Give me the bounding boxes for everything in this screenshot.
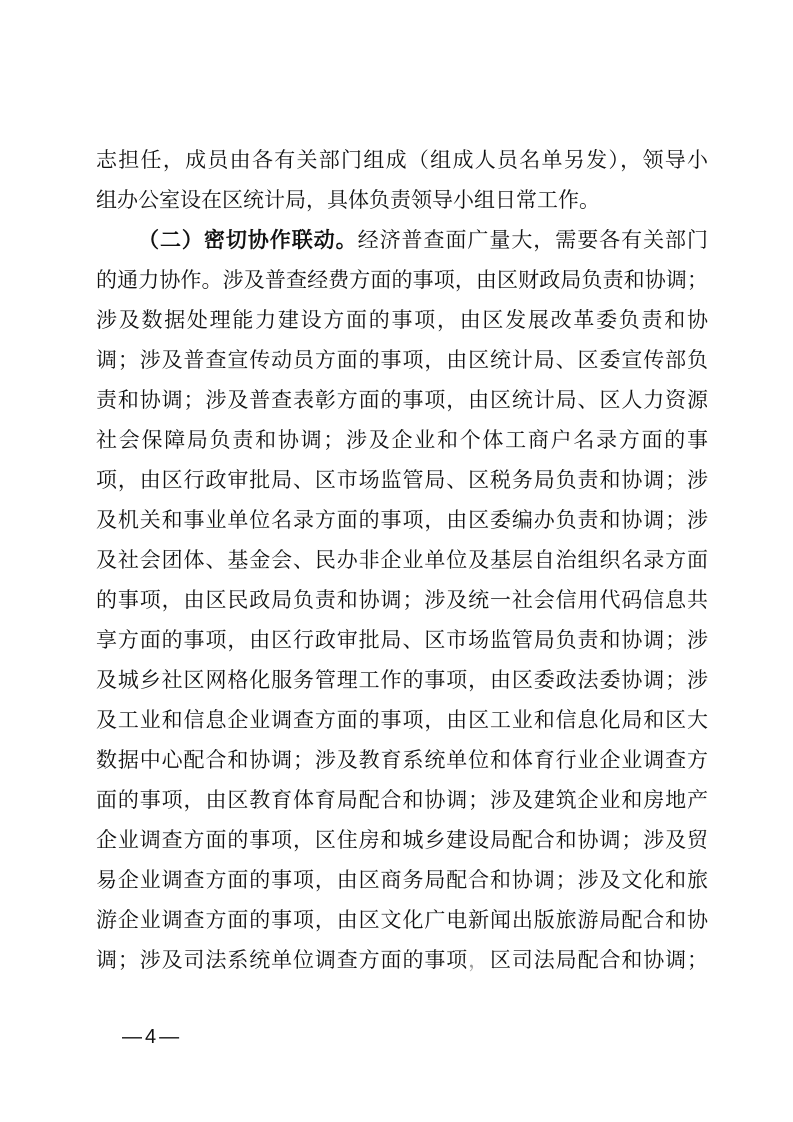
text-segment-faded: ， xyxy=(468,949,491,972)
text-segment: 涉及数据处理能力建设方面的事项，由区发展改革委负责和协 xyxy=(96,309,708,332)
text-segment: 享方面的事项，由区行政审批局、区市场监管局负责和协调；涉 xyxy=(96,629,708,652)
text-line xyxy=(96,701,708,741)
text-segment: 的通力协作。涉及普查经费方面的事项，由区财政局负责和协调； xyxy=(96,269,708,292)
text-segment: 经济普查面广量大，需要各有关部门 xyxy=(357,229,709,252)
text-line xyxy=(96,821,708,861)
text-line xyxy=(96,741,708,781)
document-body xyxy=(96,141,708,981)
text-line xyxy=(96,661,708,701)
text-line xyxy=(96,461,708,501)
text-line xyxy=(96,381,708,421)
text-line xyxy=(96,501,708,541)
text-segment: 的事项，由区民政局负责和协调；涉及统一社会信用代码信息共 xyxy=(96,589,708,612)
text-segment: 调；涉及普查宣传动员方面的事项，由区统计局、区委宣传部负 xyxy=(96,349,708,372)
text-line xyxy=(96,141,708,181)
text-segment: 社会保障局负责和协调；涉及企业和个体工商户名录方面的事 xyxy=(96,429,708,452)
text-segment: 易企业调查方面的事项，由区商务局配合和协调；涉及文化和旅 xyxy=(96,869,708,892)
text-segment: 面的事项，由区教育体育局配合和协调；涉及建筑企业和房地产 xyxy=(96,789,708,812)
text-line xyxy=(96,301,708,341)
text-segment: 企业调查方面的事项，区住房和城乡建设局配合和协调；涉及贸 xyxy=(96,829,708,852)
footer-page-number: —4— xyxy=(122,1026,183,1048)
text-segment: 组办公室设在区统计局，具体负责领导小组日常工作。 xyxy=(96,189,600,212)
text-segment: 责和协调；涉及普查表彰方面的事项，由区统计局、区人力资源 xyxy=(96,389,708,412)
text-line xyxy=(96,261,708,301)
text-line xyxy=(96,421,708,461)
text-segment-bold: （二）密切协作联动。 xyxy=(138,229,358,252)
text-segment: 数据中心配合和协调；涉及教育系统单位和体育行业企业调查方 xyxy=(96,749,708,772)
text-line xyxy=(96,341,708,381)
text-segment: 及社会团体、基金会、民办非企业单位及基层自治组织名录方面 xyxy=(96,549,708,572)
text-segment: 志担任，成员由各有关部门组成（组成人员名单另发），领导小 xyxy=(96,149,708,172)
text-segment: 调；涉及司法系统单位调查方面的事项 xyxy=(96,949,469,972)
text-segment: 项，由区行政审批局、区市场监管局、区税务局负责和协调；涉 xyxy=(96,469,708,492)
text-line xyxy=(96,941,708,981)
text-line xyxy=(96,781,708,821)
text-segment: 及工业和信息企业调查方面的事项，由区工业和信息化局和区大 xyxy=(96,709,708,732)
text-line xyxy=(96,901,708,941)
text-line xyxy=(96,181,708,221)
text-segment: 区司法局配合和协调； xyxy=(490,949,709,972)
text-line xyxy=(96,861,708,901)
text-line xyxy=(96,581,708,621)
text-line xyxy=(96,621,708,661)
text-segment: 及机关和事业单位名录方面的事项，由区委编办负责和协调；涉 xyxy=(96,509,708,532)
text-segment: 及城乡社区网格化服务管理工作的事项，由区委政法委协调；涉 xyxy=(96,669,708,692)
text-line xyxy=(96,541,708,581)
text-segment: 游企业调查方面的事项，由区文化广电新闻出版旅游局配合和协 xyxy=(96,909,708,932)
text-line xyxy=(96,221,708,261)
